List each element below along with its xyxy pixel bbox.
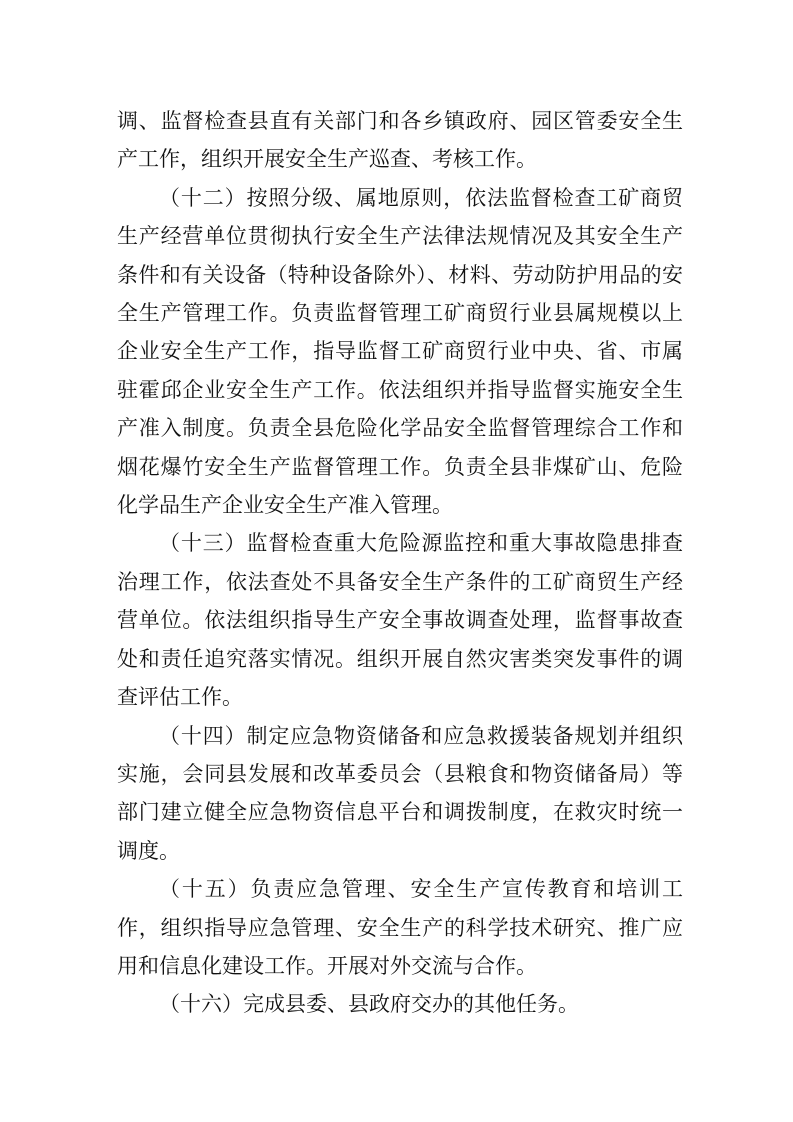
paragraph-item-16: （十六）完成县委、县政府交办的其他任务。 (159, 992, 579, 1017)
paragraph-item-13: （十三）监督检查重大危险源监控和重大事故隐患排查治理工作，依法查处不具备安全生产条件的工矿商贸生产经营单位。依法组织指导生产安全事故调查处理，监督事故查处和责任追究落实情况。组织开展自然灾害类突发事件的调查评估工作。 (117, 531, 683, 710)
paragraph-item-15: （十五）负责应急管理、安全生产宣传教育和培训工作，组织指导应急管理、安全生产的科学技术研究、推广应用和信息化建设工作。开展对外交流与合作。 (117, 877, 683, 978)
body-text (117, 102, 683, 1024)
paragraph-item-12: （十二）按照分级、属地原则，依法监督检查工矿商贸生产经营单位贯彻执行安全生产法律法规情况及其安全生产条件和有关设备（特种设备除外）、材料、劳动防护用品的安全生产管理工作。负责监督管理工矿商贸行业县属规模以上企业安全生产工作，指导监督工矿商贸行业中央、省、市属驻霍邱企业安全生产工作。依法组织并指导监督实施安全生产准入制度。负责全县危险化学品安全监督管理综合工作和烟花爆竹安全生产监督管理工作。负责全县非煤矿山、危险化学品生产企业安全生产准入管理。 (117, 185, 683, 518)
paragraph-item-14: （十四）制定应急物资储备和应急救援装备规划并组织实施，会同县发展和改革委员会（县粮食和物资储备局）等部门建立健全应急物资信息平台和调拨制度，在救灾时统一调度。 (117, 723, 683, 863)
paragraph-continuation: 调、监督检查县直有关部门和各乡镇政府、园区管委安全生产工作，组织开展安全生产巡查、考核工作。 (117, 109, 683, 172)
